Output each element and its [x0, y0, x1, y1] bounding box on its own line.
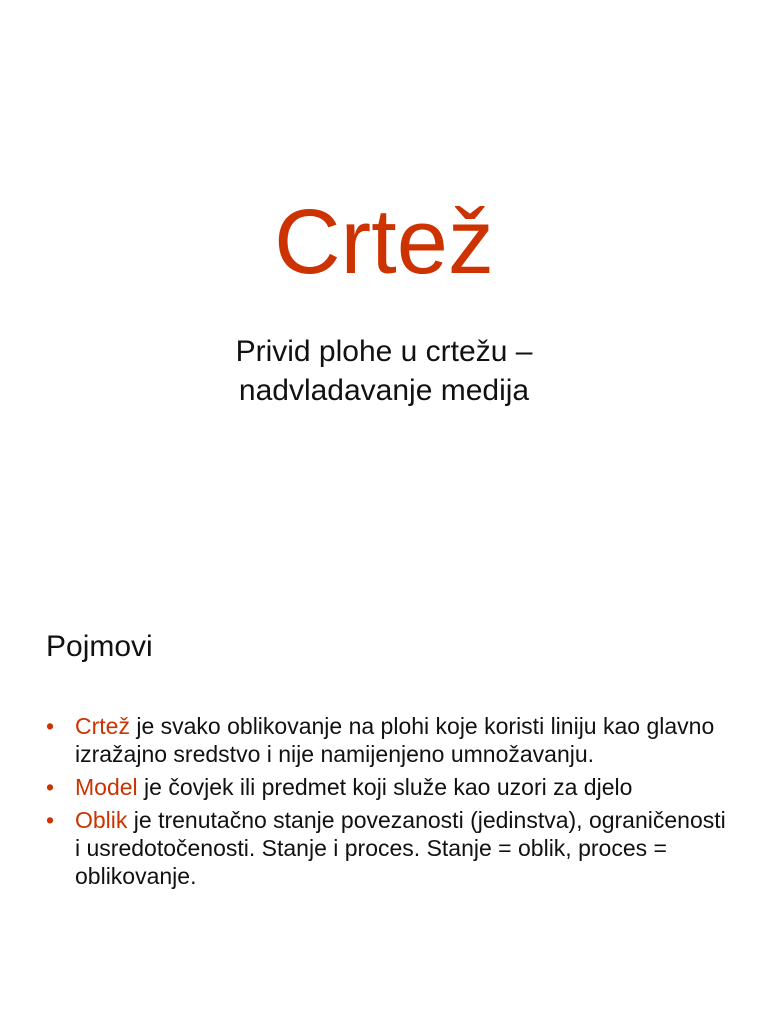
definition-term: Crtež [75, 713, 130, 739]
slide-subtitle [0, 332, 768, 410]
bullet-icon: • [46, 774, 55, 800]
section-heading: Pojmovi [46, 630, 153, 663]
slide-title: Crtež [274, 191, 494, 293]
subtitle-line: nadvladavanje medija [238, 374, 530, 407]
definition-item [46, 806, 736, 890]
subtitle-line: Privid plohe u crtežu – [235, 335, 533, 368]
definition-list [46, 712, 736, 895]
definition-text: je svako oblikovanje na plohi koje koristi liniju kao glavno izražajno sredstvo i nije namijenjeno umnožavanju. [75, 713, 715, 767]
bullet-icon: • [46, 807, 55, 833]
definition-item [46, 773, 736, 801]
definition-text: je trenutačno stanje povezanosti (jedinstva), ograničenosti i usredotočenosti. Stanje i proces. Stanje = oblik, proces = oblikovanje. [75, 807, 726, 889]
bullet-icon: • [46, 713, 55, 739]
definition-item [46, 712, 736, 768]
definition-term: Model [75, 774, 138, 800]
definition-term: Oblik [75, 807, 128, 833]
definition-text: je čovjek ili predmet koji služe kao uzori za djelo [137, 774, 633, 800]
